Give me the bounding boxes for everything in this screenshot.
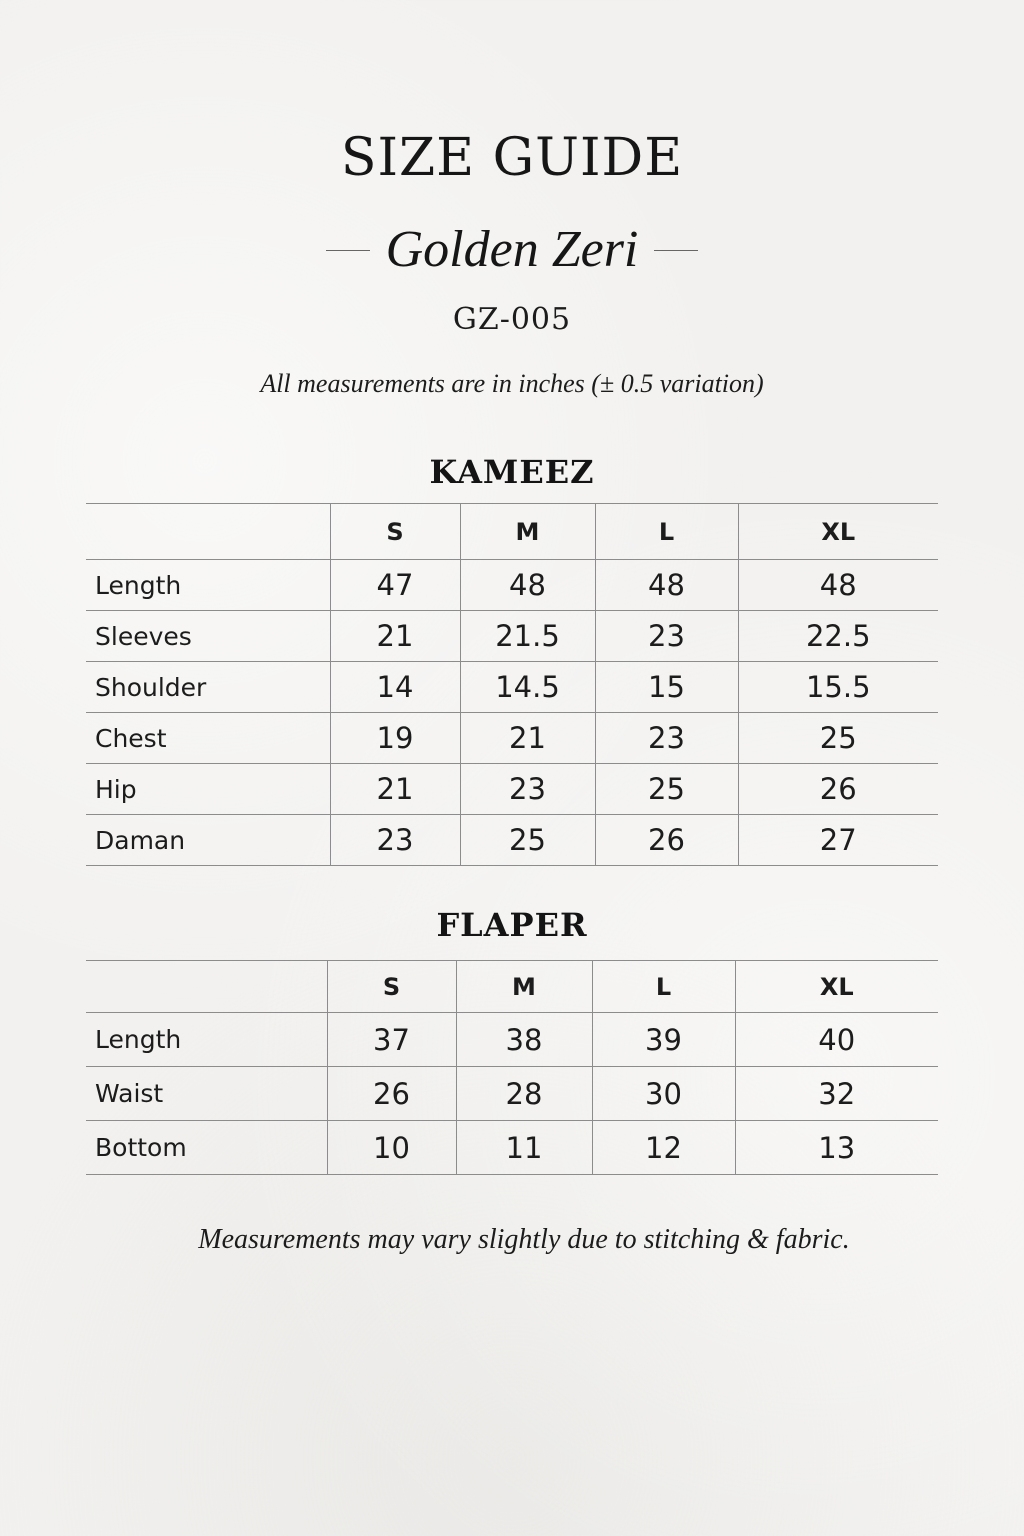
flaper-table: [86, 960, 938, 1175]
table-cell: 21: [330, 764, 460, 815]
table-cell: 14: [330, 662, 460, 713]
table-cell: 39: [592, 1013, 735, 1067]
table-row: [86, 560, 938, 611]
table-cell: 23: [595, 713, 738, 764]
left-rule: [326, 250, 370, 251]
table-row: [86, 764, 938, 815]
table-cell: 26: [738, 764, 938, 815]
table-cell: 23: [330, 815, 460, 866]
kameez-header-cell: [86, 504, 330, 560]
table-cell: 21.5: [460, 611, 595, 662]
table-cell: 19: [330, 713, 460, 764]
table-cell: 38: [456, 1013, 592, 1067]
table-cell: 32: [735, 1067, 938, 1121]
product-code: GZ-005: [452, 302, 572, 337]
flaper-header-cell: L: [592, 961, 735, 1013]
flaper-title: FLAPER: [436, 906, 588, 944]
table-cell: 25: [460, 815, 595, 866]
row-label: Chest: [86, 713, 330, 764]
row-label: Length: [86, 1013, 327, 1067]
subtitle-row: [0, 218, 1024, 282]
kameez-header-cell: S: [330, 504, 460, 560]
flaper-header-cell: XL: [735, 961, 938, 1013]
row-label: Length: [86, 560, 330, 611]
table-cell: 48: [595, 560, 738, 611]
table-cell: 15.5: [738, 662, 938, 713]
table-row: [86, 1121, 938, 1175]
measurement-note: All measurements are in inches (± 0.5 variation): [260, 369, 764, 398]
table-cell: 13: [735, 1121, 938, 1175]
table-cell: 25: [595, 764, 738, 815]
row-label: Hip: [86, 764, 330, 815]
table-cell: 23: [595, 611, 738, 662]
footer-note: Measurements may vary slightly due to stitching & fabric.: [198, 1224, 850, 1255]
kameez-header-row: [86, 504, 938, 560]
table-row: [86, 611, 938, 662]
row-label: Bottom: [86, 1121, 327, 1175]
right-rule: [654, 250, 698, 251]
table-cell: 15: [595, 662, 738, 713]
kameez-header-cell: XL: [738, 504, 938, 560]
flaper-header-cell: S: [327, 961, 456, 1013]
table-cell: 47: [330, 560, 460, 611]
kameez-table: [86, 503, 938, 866]
kameez-header-cell: L: [595, 504, 738, 560]
table-row: [86, 1067, 938, 1121]
table-cell: 11: [456, 1121, 592, 1175]
table-cell: 30: [592, 1067, 735, 1121]
row-label: Shoulder: [86, 662, 330, 713]
table-cell: 48: [738, 560, 938, 611]
kameez-table-wrap: [86, 503, 938, 866]
table-cell: 12: [592, 1121, 735, 1175]
table-cell: 26: [595, 815, 738, 866]
table-row: [86, 815, 938, 866]
table-cell: 22.5: [738, 611, 938, 662]
table-cell: 23: [460, 764, 595, 815]
flaper-header-cell: [86, 961, 327, 1013]
table-cell: 10: [327, 1121, 456, 1175]
table-cell: 25: [738, 713, 938, 764]
kameez-header-cell: M: [460, 504, 595, 560]
table-cell: 26: [327, 1067, 456, 1121]
product-name: Golden Zeri: [385, 221, 639, 278]
table-row: [86, 662, 938, 713]
row-label: Waist: [86, 1067, 327, 1121]
table-cell: 14.5: [460, 662, 595, 713]
kameez-title: KAMEEZ: [429, 453, 595, 491]
table-row: [86, 713, 938, 764]
page-title: SIZE GUIDE: [340, 128, 684, 188]
table-cell: 27: [738, 815, 938, 866]
table-cell: 48: [460, 560, 595, 611]
row-label: Daman: [86, 815, 330, 866]
row-label: Sleeves: [86, 611, 330, 662]
flaper-table-wrap: [86, 960, 938, 1175]
table-row: [86, 1013, 938, 1067]
flaper-header-row: [86, 961, 938, 1013]
table-cell: 21: [330, 611, 460, 662]
flaper-header-cell: M: [456, 961, 592, 1013]
table-cell: 37: [327, 1013, 456, 1067]
table-cell: 40: [735, 1013, 938, 1067]
table-cell: 28: [456, 1067, 592, 1121]
table-cell: 21: [460, 713, 595, 764]
